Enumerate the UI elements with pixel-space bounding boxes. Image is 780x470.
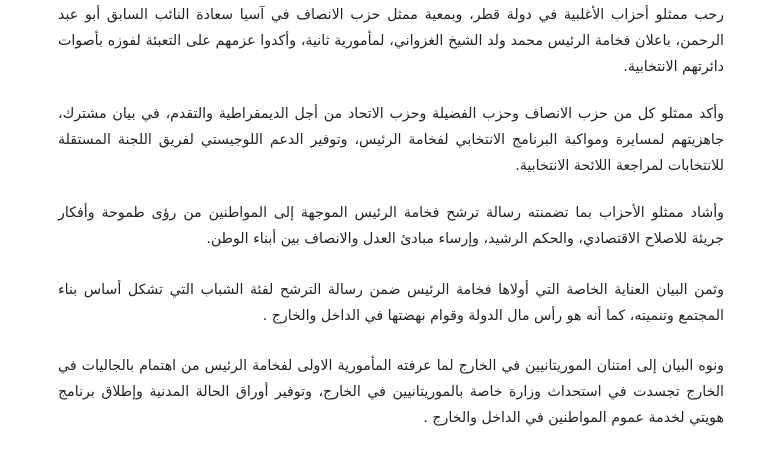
- article-paragraph-4: وثمن البيان العناية الخاصة التي أولاها فخامة الرئيس ضمن رسالة الترشح لفئة الشباب التي تشكل أساس بناء المجتمع وتنميته، كما أنه هو رأس مال الدولة وقوام نهضتها في الداخل والخارج .: [58, 282, 724, 324]
- article-paragraph-2: وأكد ممثلو كل من حزب الانصاف وحزب الفضيلة وحزب الاتحاد من أجل الديمقراطية والتقدم، في بيان مشترك، جاهزيتهم لمسايرة ومواكبة البرنامج الانتخابي لفخامة الرئيس، وتوفير الدعم اللوجيستي لفريق اللجنة المستقلة للانتخابات لمراجعة اللائحة الانتخابية.: [58, 106, 724, 174]
- article-paragraph-1: رحب ممثلو أحزاب الأغلبية في دولة قطر، وبمعية ممثل حزب الانصاف في آسيا سعادة النائب السابق أبو عبد الرحمن، باعلان فخامة الرئيس محمد ولد الشيخ الغزواني، لمأمورية ثانية، وأكدوا عزمهم على التعبئة لفوزه بأصوات دائرتهم الانتخابية.: [58, 7, 724, 75]
- article-paragraph-3: وأشاد ممثلو الأحزاب بما تضمنته رسالة ترشح فخامة الرئيس الموجهة إلى المواطنين من رؤى طموحة وأفكار جريئة للاصلاح الاقتصادي، والحكم الرشيد، وإرساء مبادئ العدل والانصاف بين أبناء الوطن.: [58, 205, 724, 247]
- article-paragraph-5: ونوه البيان إلى امتنان الموريتانيين في الخارج لما عرفته المأمورية الاولى لفخامة الرئيس من اهتمام بالجاليات في الخارج تجسدت في استحداث وزارة خاصة بالموريتانيين في الخارج، وتوفير أوراق الحالة المدنية وإطلاق برنامج هويتي لخدمة عموم المواطنين في الداخل والخارج .: [58, 358, 724, 426]
